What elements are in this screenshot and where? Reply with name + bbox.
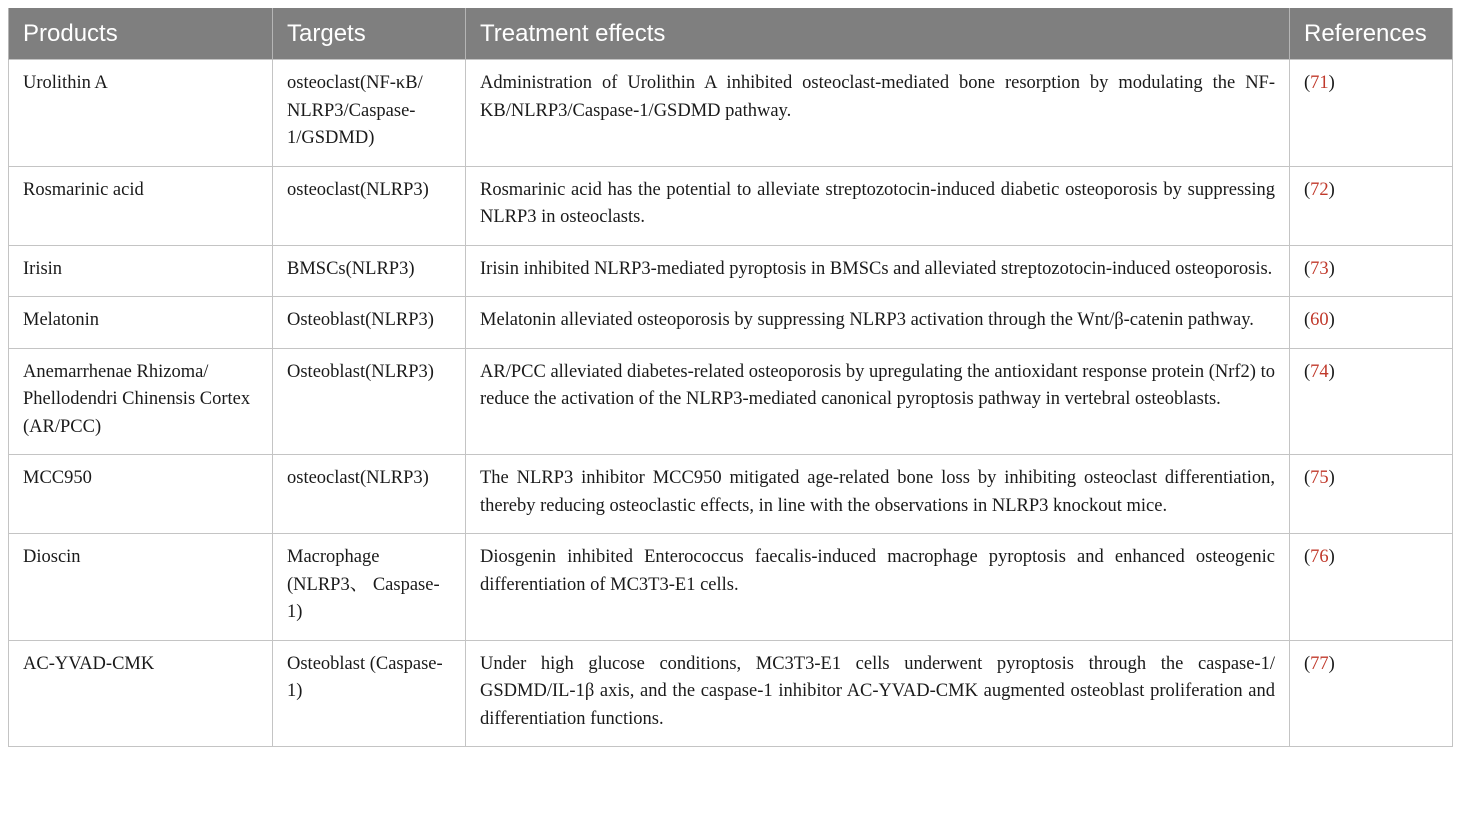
reference-cell: (60) (1290, 297, 1453, 349)
reference-link[interactable]: 77 (1310, 653, 1329, 674)
reference-link[interactable]: 75 (1310, 468, 1329, 488)
table-row (9, 348, 1453, 455)
target-cell: Osteoblast(NLRP3) (273, 297, 466, 349)
effect-cell: The NLRP3 inhibitor MCC950 mitigated age-related bone loss by inhibiting osteoclast differentiation, thereby reducing osteoclastic effects, in line with the observations in NLRP3 knockout mice. (466, 455, 1290, 534)
product-cell: Rosmarinic acid (9, 166, 273, 245)
product-cell: MCC950 (9, 455, 273, 534)
table-row (9, 534, 1453, 641)
product-cell: Anemarrhenae Rhizoma/ Phellodendri Chinensis Cortex (AR/PCC) (9, 348, 273, 455)
effect-cell: Under high glucose conditions, MC3T3-E1 cells underwent pyroptosis through the caspase-1/ GSDMD/IL-1β axis, and the caspase-1 inhibitor AC-YVAD-CMK augmented osteoblast proliferation and differentiation functions. (466, 640, 1290, 747)
treatment-table (8, 8, 1453, 747)
reference-link[interactable]: 71 (1310, 73, 1329, 93)
product-cell: AC-YVAD-CMK (9, 640, 273, 747)
table-body (9, 60, 1453, 747)
target-cell: BMSCs(NLRP3) (273, 245, 466, 297)
product-cell: Urolithin A (9, 60, 273, 167)
target-cell: osteoclast(NF-κB/ NLRP3/Caspase- 1/GSDMD) (273, 60, 466, 167)
reference-link[interactable]: 74 (1310, 361, 1329, 382)
header-products: Products (9, 8, 273, 60)
effect-cell: Rosmarinic acid has the potential to alleviate streptozotocin-induced diabetic osteoporosis by suppressing NLRP3 in osteoclasts. (466, 166, 1290, 245)
product-cell: Irisin (9, 245, 273, 297)
reference-link[interactable]: 76 (1310, 547, 1329, 567)
target-cell: Osteoblast(NLRP3) (273, 348, 466, 455)
effect-cell: Administration of Urolithin A inhibited osteoclast-mediated bone resorption by modulating the NF-KB/NLRP3/Caspase-1/GSDMD pathway. (466, 60, 1290, 167)
table-header (9, 8, 1453, 60)
reference-cell: (74) (1290, 348, 1453, 455)
table-row (9, 245, 1453, 297)
target-cell: Osteoblast (Caspase-1) (273, 640, 466, 747)
table-row (9, 60, 1453, 167)
treatment-table-container (8, 8, 1452, 747)
target-cell: osteoclast(NLRP3) (273, 455, 466, 534)
product-cell: Melatonin (9, 297, 273, 349)
target-cell: Macrophage (NLRP3、 Caspase-1) (273, 534, 466, 641)
table-row (9, 166, 1453, 245)
table-row (9, 297, 1453, 349)
effect-cell: Diosgenin inhibited Enterococcus faecalis-induced macrophage pyroptosis and enhanced osteogenic differentiation of MC3T3-E1 cells. (466, 534, 1290, 641)
reference-link[interactable]: 60 (1310, 310, 1329, 330)
reference-cell: (72) (1290, 166, 1453, 245)
reference-cell: (76) (1290, 534, 1453, 641)
header-targets: Targets (273, 8, 466, 60)
effect-cell: Melatonin alleviated osteoporosis by suppressing NLRP3 activation through the Wnt/β-catenin pathway. (466, 297, 1290, 349)
target-cell: osteoclast(NLRP3) (273, 166, 466, 245)
header-references: References (1290, 8, 1453, 60)
table-row (9, 640, 1453, 747)
table-row (9, 455, 1453, 534)
effect-cell: AR/PCC alleviated diabetes-related osteoporosis by upregulating the antioxidant response protein (Nrf2) to reduce the activation of the NLRP3-mediated canonical pyroptosis pathway in vertebral osteoblasts. (466, 348, 1290, 455)
reference-link[interactable]: 73 (1310, 258, 1329, 279)
product-cell: Dioscin (9, 534, 273, 641)
effect-cell: Irisin inhibited NLRP3-mediated pyroptosis in BMSCs and alleviated streptozotocin-induced osteoporosis. (466, 245, 1290, 297)
reference-cell: (71) (1290, 60, 1453, 167)
header-row (9, 8, 1453, 60)
reference-cell: (73) (1290, 245, 1453, 297)
header-treatment-effects: Treatment effects (466, 8, 1290, 60)
reference-cell: (77) (1290, 640, 1453, 747)
reference-cell: (75) (1290, 455, 1453, 534)
reference-link[interactable]: 72 (1310, 179, 1329, 200)
